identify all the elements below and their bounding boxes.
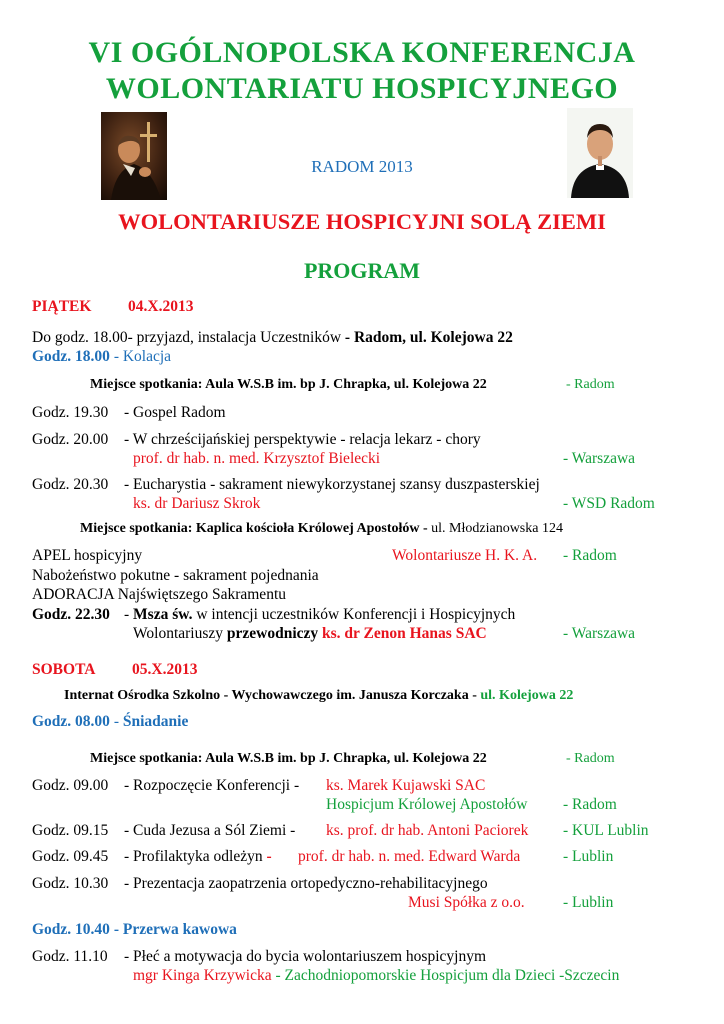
saturday-date: 05.X.2013 — [132, 661, 198, 678]
s1-city: - Radom — [563, 796, 617, 813]
apel-city: - Radom — [563, 547, 617, 564]
s4-title: - Prezentacja zaopatrzenia ortopedyczno-rehabilitacyjnego — [124, 875, 488, 892]
mass-presider: przewodniczy — [226, 625, 319, 642]
adoration-text: ADORACJA Najświętszego Sakramentu — [32, 586, 286, 603]
s5-title: - Płeć a motywacja do bycia wolontariuszem hospicyjnym — [124, 948, 487, 965]
dinner-row — [32, 347, 171, 366]
sat-venue-row — [90, 750, 487, 768]
mass-city: - Warszawa — [563, 625, 636, 642]
s1-time: Godz. 09.00 — [32, 777, 109, 794]
arrival-time: Do godz. 18.00 — [32, 329, 128, 346]
talk1-title: - W chrześcijańskiej perspektywie - relacja lekarz - chory — [124, 431, 481, 448]
apel-text: APEL hospicyjny — [32, 547, 143, 564]
s3-city: - Lublin — [563, 848, 614, 865]
s5-speaker: mgr Kinga Krzywicka — [133, 967, 272, 984]
coffee-text: Przerwa kawowa — [122, 921, 237, 938]
s3-title: - Profilaktyka odleżyn — [124, 848, 267, 865]
s3-speaker: prof. dr hab. n. med. Edward Warda — [298, 848, 521, 865]
talk2-title: - Eucharystia - sakrament niewykorzystanej szansy duszpasterskiej — [124, 476, 540, 493]
coffee-row: Godz. 10.40 - Przerwa kawowa — [32, 921, 237, 938]
breakfast-text: Śniadanie — [122, 713, 189, 730]
penance-text: Nabożeństwo pokutne - sakrament pojednania — [32, 567, 319, 584]
s4-company: Musi Spółka z o.o. — [408, 894, 525, 911]
s5-org: - Zachodniopomorskie Hospicjum dla Dzieci -Szczecin — [271, 967, 620, 984]
s4-time: Godz. 10.30 — [32, 875, 109, 892]
mass-text2: Wolontariuszy — [133, 625, 227, 642]
mass-row: - Msza św. w intencji uczestników Konferencji i Hospicyjnych — [124, 606, 516, 623]
talk2-time: Godz. 20.30 — [32, 476, 109, 493]
s1-title: - Rozpoczęcie Konferencji - — [124, 777, 300, 794]
s2-time: Godz. 09.15 — [32, 822, 109, 839]
talk1-speaker: prof. dr hab. n. med. Krzysztof Bielecki — [133, 450, 381, 467]
breakfast-row: Godz. 08.00 - Śniadanie — [32, 713, 189, 730]
mass-row2 — [133, 624, 487, 643]
conference-title-line2: WOLONTARIATU HOSPICYJNEGO — [105, 72, 619, 105]
talk1-time: Godz. 20.00 — [32, 431, 109, 448]
s2-speaker: ks. prof. dr hab. Antoni Paciorek — [326, 822, 529, 839]
s3-row — [124, 847, 272, 866]
s5-row2 — [133, 966, 619, 985]
arrival-place: - Radom, ul. Kolejowa 22 — [344, 329, 513, 346]
arrival-row — [32, 328, 513, 347]
talk2-speaker: ks. dr Dariusz Skrok — [133, 495, 261, 512]
conference-title-line1: VI OGÓLNOPOLSKA KONFERENCJA — [88, 36, 636, 69]
saint-portrait-image — [101, 112, 167, 200]
mass-text: w intencji uczestników Konferencji i Hospicyjnych — [192, 606, 516, 623]
venue2-label: Miejsce spotkania: Kaplica kościoła Królowej Apostołów - — [80, 521, 432, 536]
s3-dash: - — [266, 848, 272, 865]
arrival-text: - przyjazd, instalacja Uczestników — [127, 329, 345, 346]
gospel-text: - Gospel Radom — [124, 404, 226, 421]
internat-label: Internat Ośrodka Szkolno - Wychowawczego im. Janusza Korczaka - — [64, 688, 481, 703]
venue1-city: - Radom — [566, 377, 615, 392]
talk2-city: - WSD Radom — [563, 495, 655, 512]
sat-venue-label: Miejsce spotkania — [90, 751, 198, 766]
mass-label: Msza św. — [133, 606, 193, 623]
saturday-day: SOBOTA — [32, 661, 96, 678]
s2-title: - Cuda Jezusa a Sól Ziemi - — [124, 822, 296, 839]
s5-time: Godz. 11.10 — [32, 948, 108, 965]
talk1-city: - Warszawa — [563, 450, 636, 467]
conference-motto: WOLONTARIUSZE HOSPICYJNI SOLĄ ZIEMI — [118, 209, 606, 234]
breakfast-time: Godz. 08.00 — [32, 713, 110, 730]
venue2-row — [80, 520, 563, 538]
gospel-time: Godz. 19.30 — [32, 404, 109, 421]
s3-time: Godz. 09.45 — [32, 848, 109, 865]
friday-day: PIĄTEK — [32, 298, 92, 315]
priest-portrait-image — [567, 108, 633, 198]
s1-speaker: ks. Marek Kujawski SAC — [326, 777, 486, 794]
city-year: RADOM 2013 — [311, 157, 413, 176]
sat-venue-text: : Aula W.S.B im. bp J. Chrapka, ul. Kolejowa 22 — [197, 751, 487, 766]
apel-who: Wolontariusze H. K. A. — [392, 547, 538, 564]
sat-venue-city: - Radom — [566, 751, 615, 766]
mass-priest: ks. dr Zenon Hanas SAC — [318, 625, 487, 642]
s1-org: Hospicjum Królowej Apostołów — [326, 796, 528, 813]
internat-address: ul. Kolejowa 22 — [480, 688, 574, 703]
s4-city: - Lublin — [563, 894, 614, 911]
venue1-label: Miejsce spotkania: Aula W.S.B im. bp J. Chrapka, ul. Kolejowa 22 — [90, 377, 487, 392]
internat-row — [64, 687, 573, 705]
program-heading: PROGRAM — [303, 258, 421, 283]
dinner-time: Godz. 18.00 — [32, 348, 110, 365]
friday-date: 04.X.2013 — [128, 298, 194, 315]
s2-city: - KUL Lublin — [563, 822, 649, 839]
mass-time: Godz. 22.30 — [32, 606, 110, 623]
coffee-time: Godz. 10.40 — [32, 921, 110, 938]
dinner-text: - Kolacja — [113, 348, 172, 365]
venue2-address: ul. Młodzianowska 124 — [431, 521, 563, 536]
